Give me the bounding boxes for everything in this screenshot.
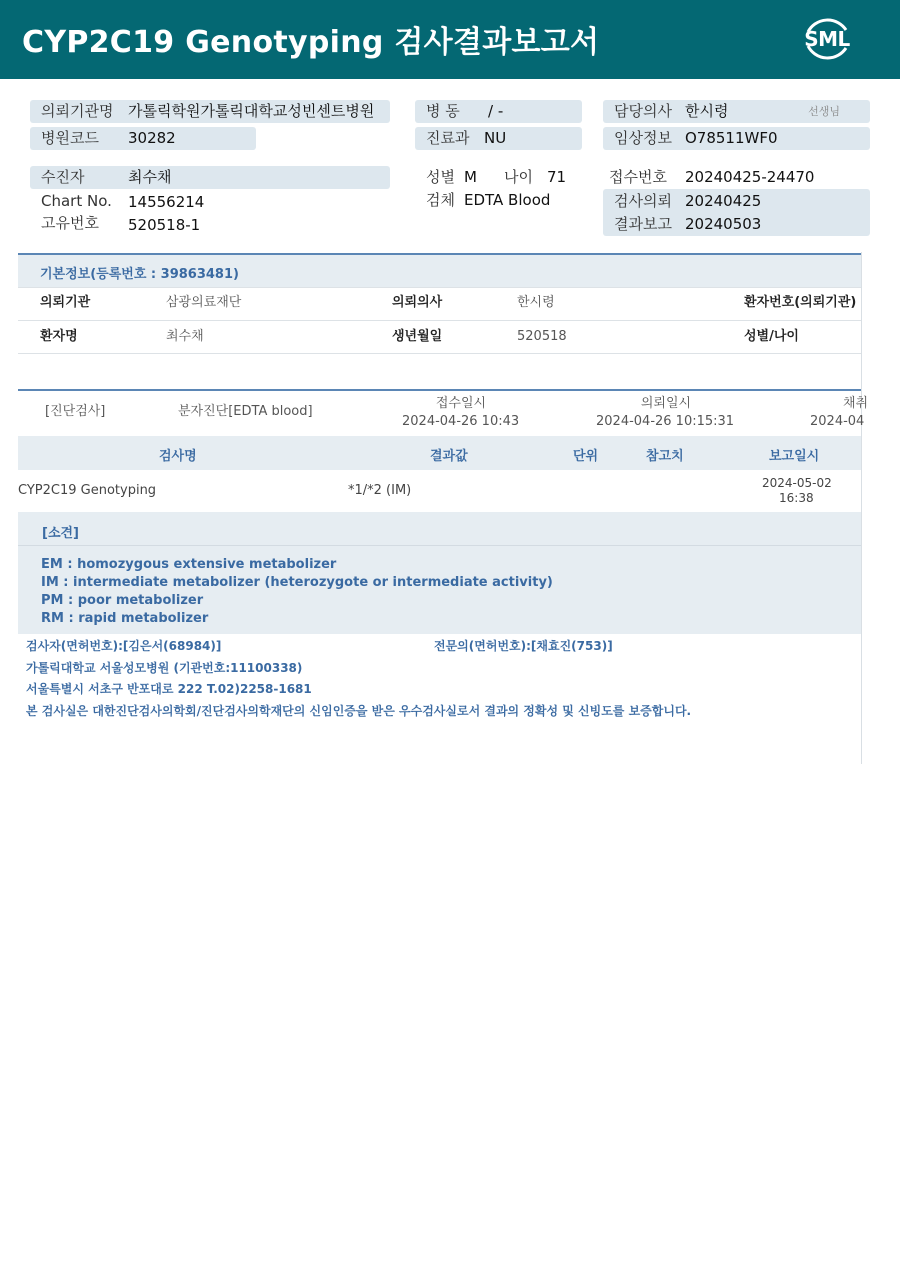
divider bbox=[18, 545, 861, 546]
result-report-label: 결과보고 bbox=[614, 215, 672, 233]
clinical-info-label: 임상정보 bbox=[614, 129, 672, 147]
doctor-label: 담당의사 bbox=[614, 102, 672, 120]
finding-line-em: EM : homozygous extensive metabolizer bbox=[41, 557, 337, 572]
findings-box bbox=[18, 512, 861, 634]
result-report-time: 16:38 bbox=[779, 491, 814, 505]
chart-no-label: Chart No. bbox=[41, 192, 112, 210]
doctor-suffix: 선생님 bbox=[808, 105, 840, 118]
lab-name-text: 가톨릭대학교 서울성모병원 (기관번호:11100338) bbox=[26, 661, 303, 675]
age-label: 나이 bbox=[504, 168, 533, 186]
requested-value: 2024-04-26 10:15:31 bbox=[596, 414, 735, 429]
receipt-no-label: 접수번호 bbox=[609, 168, 667, 186]
lab-address-text: 서울특별시 서초구 반포대로 222 T.02)2258-1681 bbox=[26, 682, 312, 696]
clinical-info-value: O78511WF0 bbox=[685, 129, 778, 147]
result-test-name: CYP2C19 Genotyping bbox=[18, 483, 157, 498]
diagnosis-top-border bbox=[18, 389, 861, 391]
page-right-edge bbox=[861, 252, 862, 764]
specimen-label: 검체 bbox=[426, 191, 455, 209]
ward-value: / - bbox=[488, 102, 504, 120]
unique-no-value: 520518-1 bbox=[128, 216, 201, 234]
patient-value: 최수채 bbox=[128, 168, 172, 186]
basic-dob-value: 520518 bbox=[517, 329, 567, 344]
basic-inst-value: 삼광의료재단 bbox=[166, 295, 242, 310]
received-value: 2024-04-26 10:43 bbox=[402, 414, 520, 429]
basic-inst-label: 의뢰기관 bbox=[40, 295, 91, 310]
report-title: CYP2C19 Genotyping 검사결과보고서 bbox=[22, 25, 600, 60]
ward-label: 병 동 bbox=[426, 102, 460, 120]
test-request-label: 검사의뢰 bbox=[614, 192, 672, 210]
collected-value: 2024-04 bbox=[810, 414, 865, 429]
basic-dob-label: 생년월일 bbox=[392, 329, 443, 344]
basic-info-header bbox=[18, 253, 861, 287]
finding-line-rm: RM : rapid metabolizer bbox=[41, 611, 209, 626]
chart-no-value: 14556214 bbox=[128, 193, 205, 211]
receipt-no-value: 20240425-24470 bbox=[685, 168, 815, 186]
sex-label: 성별 bbox=[426, 168, 455, 186]
certification-text: 본 검사실은 대한진단검사의학회/진단검사의학재단의 신임인증을 받은 우수검사실로서 결과의 정확성 및 신빙도를 보증합니다. bbox=[26, 704, 692, 718]
department-field bbox=[415, 127, 582, 150]
hospital-code-label: 병원코드 bbox=[41, 129, 99, 147]
diagnosis-category: [진단검사] bbox=[45, 404, 106, 419]
department-label: 진료과 bbox=[426, 129, 470, 147]
specimen-value: EDTA Blood bbox=[464, 191, 551, 209]
age-value: 71 bbox=[547, 168, 567, 186]
col-header-reference: 참고치 bbox=[646, 449, 684, 464]
col-header-test-name: 검사명 bbox=[159, 449, 197, 464]
department-value: NU bbox=[484, 129, 507, 147]
divider bbox=[18, 353, 861, 354]
basic-info-title: 기본정보(등록번호 : 39863481) bbox=[40, 267, 239, 282]
test-request-value: 20240425 bbox=[685, 192, 762, 210]
received-label: 접수일시 bbox=[435, 396, 487, 411]
doctor-field bbox=[603, 100, 870, 123]
requesting-institution-value: 가톨릭학원가톨릭대학교성빈센트병원 bbox=[128, 102, 375, 120]
basic-doc-label: 의뢰의사 bbox=[392, 295, 443, 310]
sml-logo-icon bbox=[798, 10, 856, 68]
request-report-box bbox=[603, 189, 870, 236]
requesting-institution-field bbox=[30, 100, 390, 123]
logo-text: SML bbox=[804, 27, 850, 51]
basic-pt-label: 환자번호(의뢰기관) bbox=[744, 295, 857, 310]
result-report-value: 20240503 bbox=[685, 215, 762, 233]
hospital-code-field bbox=[30, 127, 256, 150]
divider bbox=[18, 287, 861, 288]
finding-line-im: IM : intermediate metabolizer (heterozygote or intermediate activity) bbox=[41, 575, 553, 590]
basic-name-label: 환자명 bbox=[40, 329, 78, 344]
divider bbox=[18, 320, 861, 321]
requesting-institution-label: 의뢰기관명 bbox=[41, 102, 114, 120]
col-header-report-time: 보고일시 bbox=[769, 449, 820, 464]
sex-value: M bbox=[464, 168, 477, 186]
report-header bbox=[0, 0, 900, 79]
col-header-unit: 단위 bbox=[573, 449, 599, 464]
patient-label: 수진자 bbox=[41, 168, 85, 186]
examiner-text: 검사자(면허번호):[김은서(68984)] bbox=[26, 639, 222, 653]
unique-no-label: 고유번호 bbox=[41, 214, 99, 232]
diagnosis-method: 분자진단[EDTA blood] bbox=[178, 404, 313, 419]
results-table-header bbox=[18, 436, 861, 470]
col-header-result: 결과값 bbox=[430, 449, 468, 464]
result-report-date: 2024-05-02 bbox=[762, 476, 832, 490]
basic-sex-label: 성별/나이 bbox=[744, 329, 799, 344]
doctor-value: 한시령 bbox=[685, 102, 729, 120]
result-value: *1/*2 (IM) bbox=[348, 483, 412, 498]
ward-field bbox=[415, 100, 582, 123]
finding-line-pm: PM : poor metabolizer bbox=[41, 593, 204, 608]
requested-label: 의뢰일시 bbox=[640, 396, 692, 411]
basic-doc-value: 한시령 bbox=[517, 295, 555, 310]
hospital-code-value: 30282 bbox=[128, 129, 176, 147]
collected-label: 채취 bbox=[843, 396, 869, 411]
basic-name-value: 최수채 bbox=[166, 329, 204, 344]
findings-title: [소견] bbox=[42, 526, 79, 541]
specialist-text: 전문의(면허번호):[채효진(753)] bbox=[434, 639, 613, 653]
clinical-info-field bbox=[603, 127, 870, 150]
patient-field bbox=[30, 166, 390, 189]
